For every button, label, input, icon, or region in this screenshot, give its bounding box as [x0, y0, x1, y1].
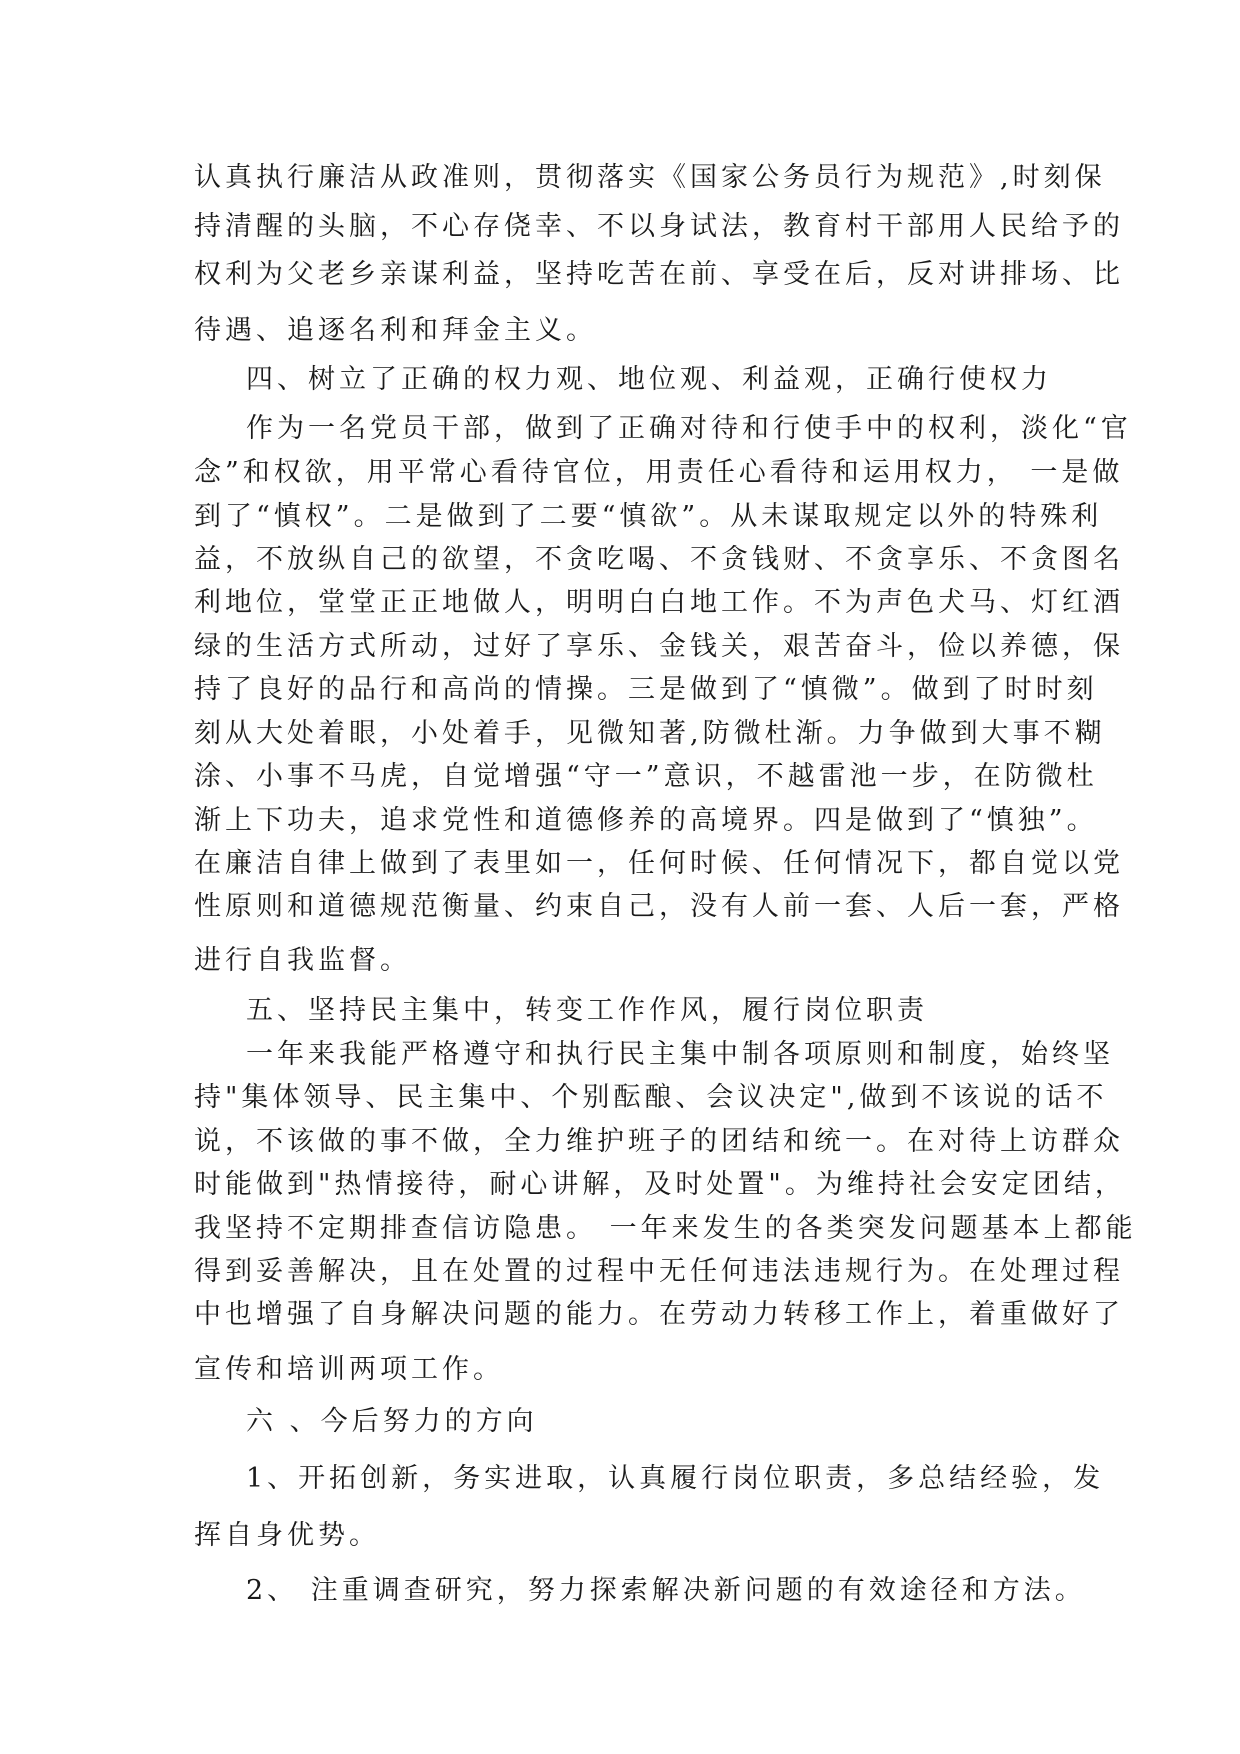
- text-line: 我坚持不定期排查信访隐患。 一年来发生的各类突发问题基本上都能: [194, 1213, 1137, 1244]
- text-line: 时能做到"热情接待，耐心讲解，及时处置"。为维持社会安定团结，: [194, 1169, 1126, 1200]
- text-line: 持清醒的头脑，不心存侥幸、不以身试法，教育村干部用人民给予的: [194, 211, 1124, 242]
- text-line: 进行自我监督。: [194, 945, 411, 976]
- text-line: 认真执行廉洁从政准则，贯彻落实《国家公务员行为规范》,时刻保: [194, 162, 1106, 193]
- section-heading: 五、坚持民主集中，转变工作作风，履行岗位职责: [246, 995, 928, 1026]
- text-line: 作为一名党员干部，做到了正确对待和行使手中的权利，淡化“官: [246, 413, 1132, 444]
- text-line: 中也增强了自身解决问题的能力。在劳动力转移工作上，着重做好了: [194, 1299, 1124, 1330]
- text-line: 宣传和培训两项工作。: [194, 1354, 504, 1385]
- text-line: 持了良好的品行和高尚的情操。三是做到了“慎微”。做到了时时刻: [194, 674, 1098, 705]
- section-heading: 四、树立了正确的权力观、地位观、利益观，正确行使权力: [246, 364, 1052, 395]
- text-line: 挥自身优势。: [194, 1520, 380, 1551]
- text-line: 说，不该做的事不做，全力维护班子的团结和统一。在对待上访群众: [194, 1126, 1124, 1157]
- text-line: 益，不放纵自己的欲望，不贪吃喝、不贪钱财、不贪享乐、不贪图名: [194, 544, 1124, 575]
- list-item: 1、开拓创新，务实进取，认真履行岗位职责，多总结经验，发: [246, 1463, 1105, 1494]
- text-line: 权利为父老乡亲谋利益，坚持吃苦在前、享受在后，反对讲排场、比: [194, 259, 1124, 290]
- text-line: 一年来我能严格遵守和执行民主集中制各项原则和制度，始终坚: [246, 1039, 1114, 1070]
- text-line: 渐上下功夫，追求党性和道德修养的高境界。四是做到了“慎独”。: [194, 805, 1098, 836]
- text-line: 持"集体领导、民主集中、个别酝酿、会议决定",做到不该说的话不: [194, 1082, 1108, 1113]
- text-line: 待遇、追逐名利和拜金主义。: [194, 315, 597, 346]
- text-line: 利地位，堂堂正正地做人，明明白白地工作。不为声色犬马、灯红酒: [194, 587, 1124, 618]
- text-line: 刻从大处着眼，小处着手，见微知著,防微杜渐。力争做到大事不糊: [194, 718, 1106, 749]
- list-item: 2、 注重调查研究，努力探索解决新问题的有效途径和方法。: [246, 1575, 1086, 1606]
- text-line: 到了“慎权”。二是做到了二要“慎欲”。从未谋取规定以外的特殊利: [194, 501, 1103, 532]
- section-heading: 六 、今后努力的方向: [246, 1406, 538, 1437]
- text-line: 念”和权欲，用平常心看待官位，用责任心看待和运用权力， 一是做: [194, 457, 1124, 488]
- text-line: 在廉洁自律上做到了表里如一，任何时候、任何情况下，都自觉以党: [194, 848, 1124, 879]
- text-line: 绿的生活方式所动，过好了享乐、金钱关，艰苦奋斗，俭以养德，保: [194, 631, 1124, 662]
- text-line: 性原则和道德规范衡量、约束自己，没有人前一套、人后一套，严格: [194, 891, 1124, 922]
- text-line: 涂、小事不马虎，自觉增强“守一”意识，不越雷池一步，在防微杜: [194, 761, 1098, 792]
- text-line: 得到妥善解决，且在处置的过程中无任何违法违规行为。在处理过程: [194, 1256, 1124, 1287]
